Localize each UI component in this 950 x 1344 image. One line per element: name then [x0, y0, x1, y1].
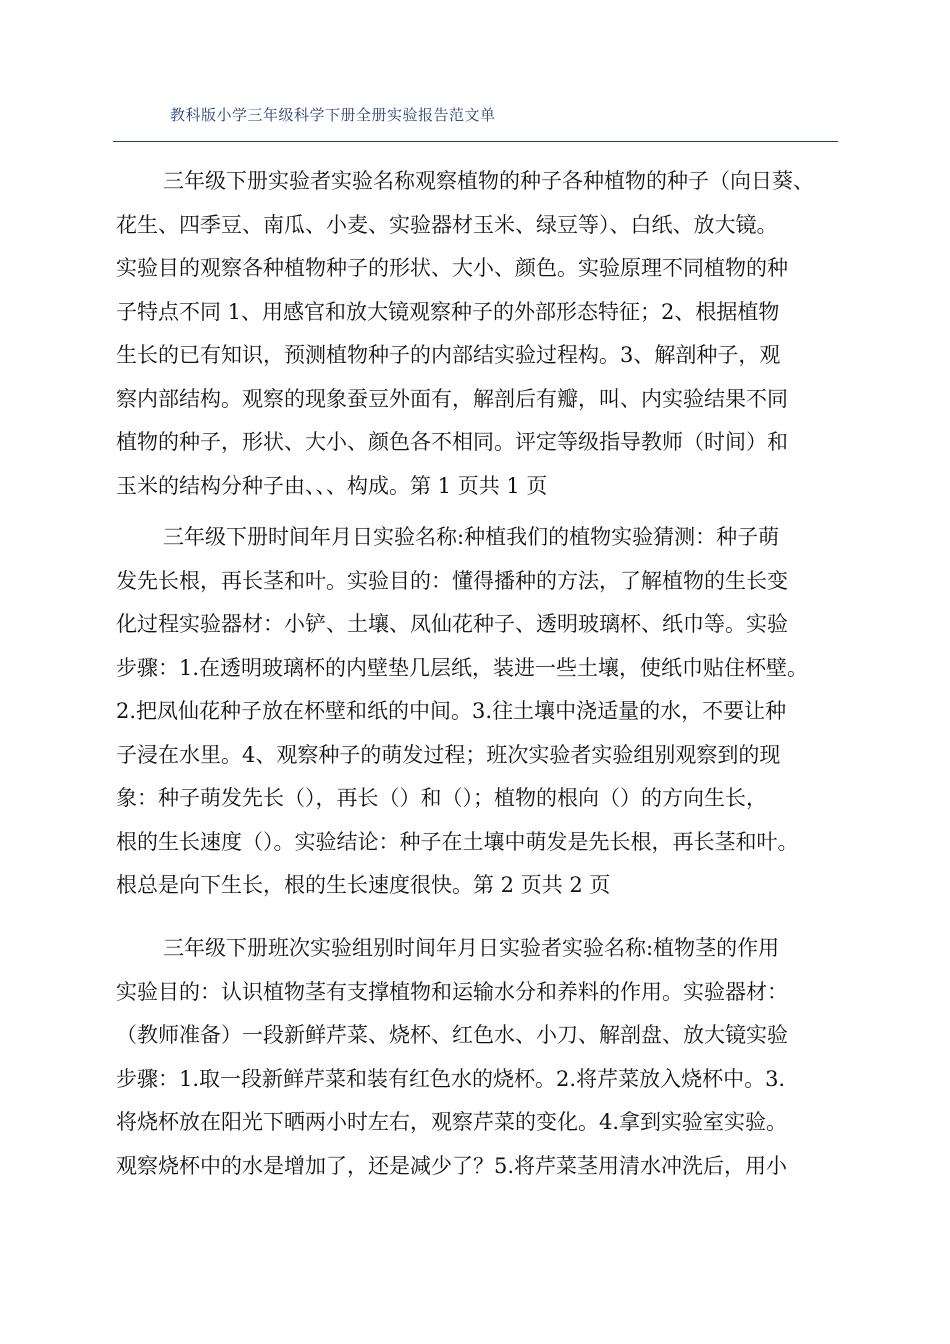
- paragraph-line: 象：种子萌发先长（），再长（）和（）；植物的根向（）的方向生长，: [116, 786, 767, 810]
- paragraph-line: 将烧杯放在阳光下晒两小时左右，观察芹菜的变化。4.拿到实验室实验。: [116, 1110, 788, 1134]
- paragraph-line: 根总是向下生长，根的生长速度很快。第 2 页共 2 页: [116, 873, 611, 897]
- paragraph-line: 子特点不同 1、用感官和放大镜观察种子的外部形态特征；2、根据植物: [116, 299, 780, 324]
- paragraph-line: 三年级下册实验者实验名称观察植物的种子各种植物的种子（向日葵、: [163, 169, 814, 193]
- paragraph-line: 子浸在水里。4、观察种子的萌发过程；班次实验者实验组别观察到的现: [116, 742, 781, 767]
- document-header-title: 教科版小学三年级科学下册全册实验报告范文单: [170, 106, 496, 124]
- paragraph-line: 实验目的：认识植物茎有支撑植物和运输水分和养料的作用。实验器材：: [116, 979, 788, 1004]
- paragraph-line: 花生、四季豆、南瓜、小麦、实验器材玉米、绿豆等）、白纸、放大镜。: [116, 212, 778, 237]
- paragraph-line: 实验目的观察各种植物种子的形状、大小、颜色。实验原理不同植物的种: [116, 256, 788, 280]
- paragraph-line: （教师准备）一段新鲜芹菜、烧杯、红色水、小刀、解剖盘、放大镜实验: [116, 1023, 788, 1047]
- paragraph-line: 发先长根，再长茎和叶。实验目的：懂得播种的方法，了解植物的生长变: [116, 568, 788, 593]
- paragraph-line: 根的生长速度（）。实验结论：种子在土壤中萌发是先长根，再长茎和叶。: [116, 829, 799, 854]
- paragraph-line: 观察烧杯中的水是增加了，还是减少了？5.将芹菜茎用清水冲洗后，用小: [116, 1153, 788, 1178]
- paragraph-line: 玉米的结构分种子由、、、构成。第 1 页共 1 页: [116, 473, 548, 498]
- paragraph-line: 2.把凤仙花种子放在杯壁和纸的中间。3.往土壤中浇适量的水，不要让种: [116, 699, 787, 723]
- paragraph-line: 生长的已有知识，预测植物种子的内部结实验过程构。3、解剖种子，观: [116, 343, 781, 367]
- paragraph-line: 化过程实验器材：小铲、土壤、凤仙花种子、透明玻璃杯、纸巾等。实验: [116, 612, 788, 636]
- paragraph-line: 步骤：1.在透明玻璃杯的内壁垫几层纸，装进一些土壤，使纸巾贴住杯壁。: [116, 655, 809, 680]
- paragraph-line: 察内部结构。观察的现象蚕豆外面有，解剖后有瓣，叫、内实验结果不同: [116, 386, 788, 411]
- paragraph-line: 植物的种子，形状、大小、颜色各不相同。评定等级指导教师（时间）和: [116, 430, 788, 454]
- header-divider: [113, 141, 838, 142]
- paragraph-line: 步骤：1.取一段新鲜芹菜和装有红色水的烧杯。2.将芹菜放入烧杯中。3.: [116, 1066, 786, 1091]
- paragraph-line: 三年级下册班次实验组别时间年月日实验者实验名称:植物茎的作用: [163, 936, 780, 960]
- paragraph-line: 三年级下册时间年月日实验名称:种植我们的植物实验猜测：种子萌: [163, 525, 780, 549]
